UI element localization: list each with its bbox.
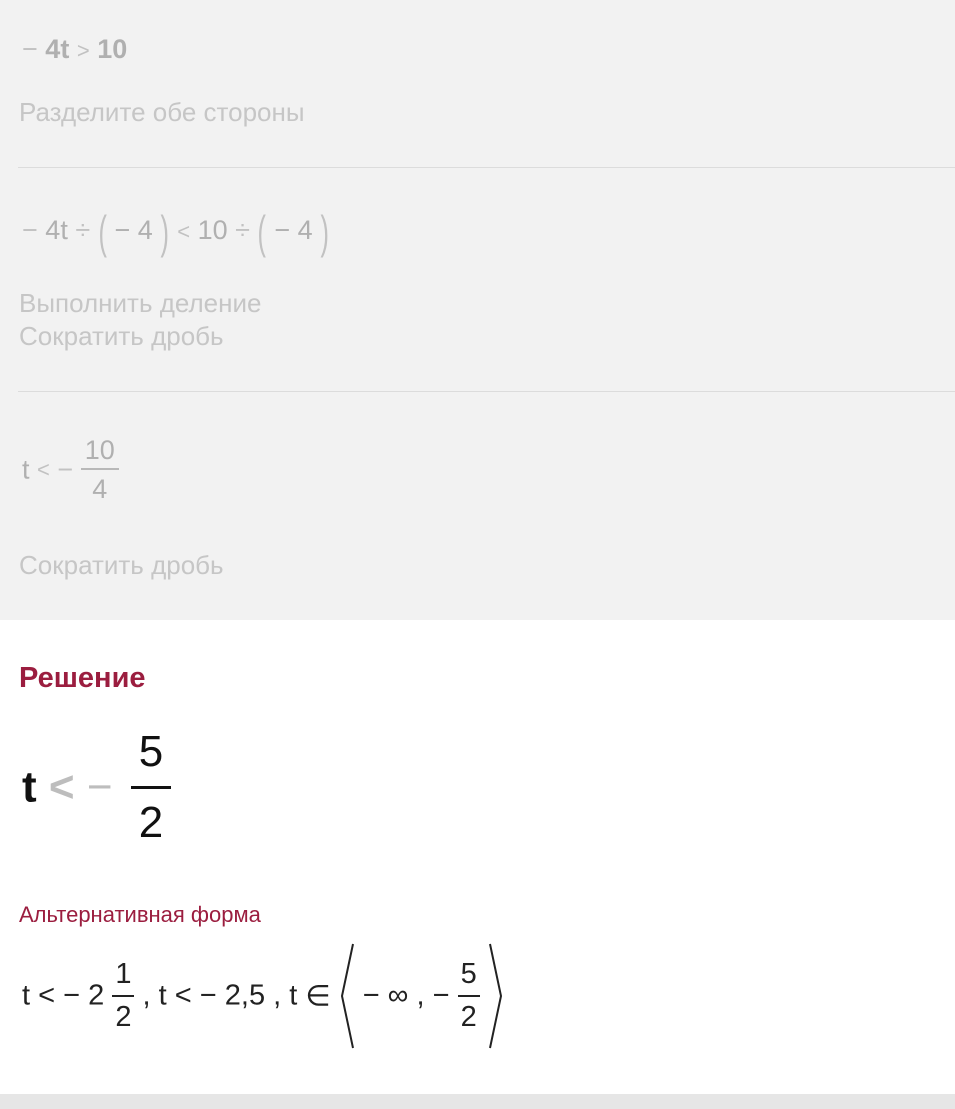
alternative-form-expression: [22, 942, 504, 1050]
denominator: 2: [115, 1001, 132, 1033]
solution-card: [0, 620, 955, 1094]
step-2-description-1: Выполнить деление: [19, 288, 262, 318]
operator: <: [177, 219, 191, 245]
term: 10: [197, 215, 228, 246]
right-paren: ): [160, 206, 170, 258]
numerator: 5: [460, 958, 477, 990]
step-1-description: Разделите обе стороны: [19, 97, 305, 127]
minus-sign: −: [22, 215, 38, 246]
inner-term: − 4: [114, 215, 153, 246]
minus-sign: −: [432, 979, 450, 1012]
step-3-description: Сократить дробь: [19, 550, 224, 580]
divide-sign: ÷: [235, 215, 250, 246]
left-angle-bracket: [339, 942, 355, 1050]
decimal-form: t < − 2,5: [158, 979, 266, 1012]
minus-sign: −: [86, 762, 113, 812]
fraction: [458, 960, 480, 1032]
minus-sign: −: [22, 34, 38, 64]
whole-part: 2: [88, 979, 105, 1012]
step-2-description-2: Сократить дробь: [19, 321, 224, 351]
fraction: [131, 727, 171, 847]
step-1-expression: [22, 34, 127, 65]
alternative-form-title: Альтернативная форма: [19, 902, 261, 927]
operator: >: [76, 38, 90, 63]
fraction: [81, 437, 119, 503]
bottom-strip: [0, 1094, 955, 1109]
minus-sign: −: [63, 979, 81, 1012]
denominator: 4: [92, 474, 108, 504]
variable: t: [22, 762, 37, 812]
fraction: [112, 960, 134, 1032]
separator: ,: [273, 979, 282, 1012]
denominator: 2: [138, 798, 164, 847]
solution-title: Решение: [19, 662, 146, 694]
numerator: 5: [138, 727, 164, 776]
left-paren: (: [257, 206, 267, 258]
divider: [18, 391, 955, 392]
variable: t: [289, 979, 298, 1012]
solution-expression: [22, 727, 171, 847]
minus-sign: −: [57, 454, 74, 485]
lower-bound: − ∞: [362, 979, 409, 1012]
right-paren: ): [320, 206, 330, 258]
step-3-expression: [22, 437, 119, 503]
interval-comma: ,: [416, 979, 425, 1012]
right-angle-bracket: [488, 942, 504, 1050]
numerator: 10: [84, 435, 115, 465]
operator: <: [48, 762, 75, 812]
operator: <: [37, 457, 50, 482]
term: 4t: [45, 215, 68, 246]
left-paren: (: [98, 206, 107, 258]
divide-sign: ÷: [75, 215, 91, 246]
inner-term: − 4: [274, 215, 313, 246]
separator: ,: [142, 979, 151, 1012]
variable: t: [22, 979, 31, 1012]
divider: [18, 167, 955, 168]
denominator: 2: [460, 1001, 477, 1033]
variable: t: [22, 454, 30, 485]
element-of-sign: ∈: [305, 980, 331, 1013]
operator: <: [38, 979, 56, 1012]
numerator: 1: [115, 958, 132, 990]
term: 4t: [45, 34, 70, 64]
step-2-expression: [22, 206, 330, 258]
rhs: 10: [97, 34, 128, 64]
